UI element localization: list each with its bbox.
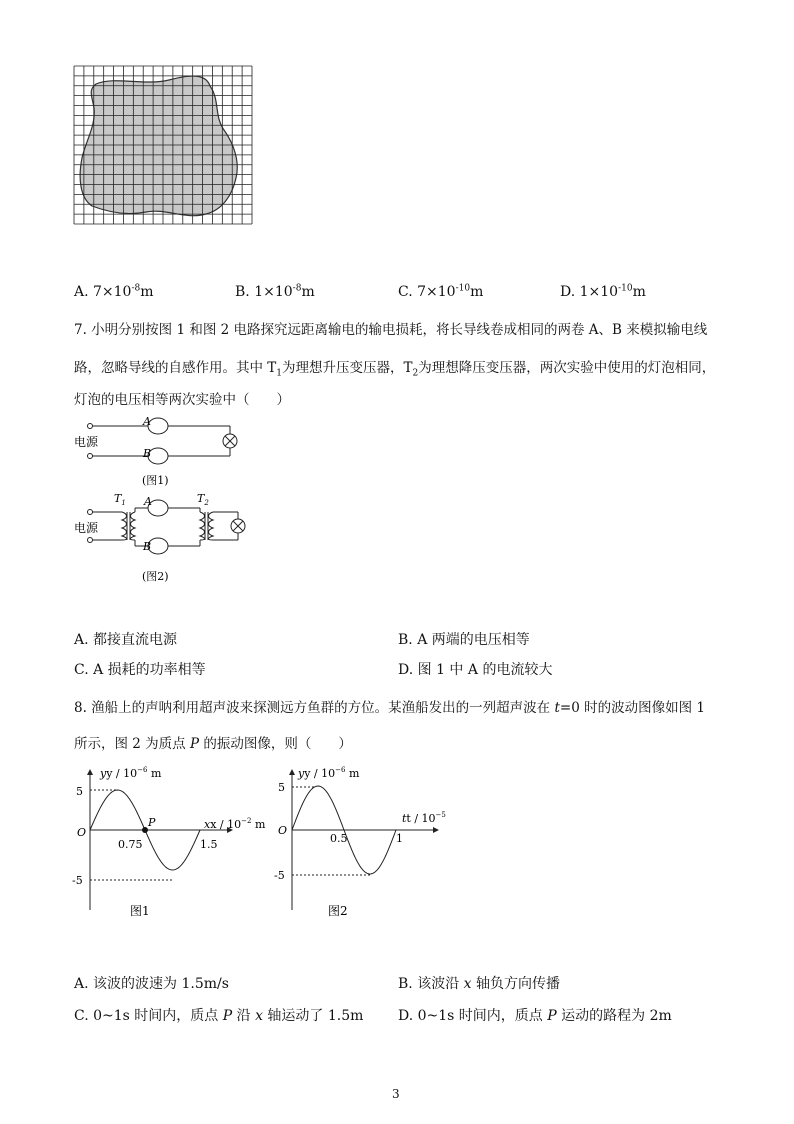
svg-text:A: A: [143, 415, 151, 428]
fig2-caption: (图2): [142, 570, 169, 583]
svg-text:0.5: 0.5: [330, 832, 348, 845]
svg-text:-5: -5: [274, 869, 285, 882]
fig1-caption: 图1: [130, 904, 150, 918]
q7-option-a: A. 都接直流电源: [74, 632, 178, 648]
q8-option-c: C. 0~1s 时间内，质点 P 沿 x 轴运动了 1.5m: [74, 1008, 364, 1024]
svg-text:O: O: [278, 824, 288, 837]
svg-text:yy / 10−6 m: yy / $10^{-6}$ m: [100, 766, 162, 780]
fig1-caption: (图1): [142, 474, 169, 487]
svg-text:1: 1: [396, 832, 403, 845]
q7-circuit-figure-2: [70, 490, 260, 585]
q7-stem-line1: 7. 小明分别按图 1 和图 2 电路探究远距离输电的输电损耗，将长导线卷成相同的两卷 A、B 来模拟输电线: [74, 322, 708, 338]
svg-text:T1: $T_1$: [114, 492, 126, 507]
svg-text:0.75: 0.75: [118, 838, 143, 851]
svg-text:5: 5: [278, 781, 285, 794]
q8-option-d: D. 0~1s 时间内，质点 P 运动的路程为 2m: [398, 1008, 672, 1024]
q6-option-d: D. $1\times 10^{-10}m$: [560, 283, 646, 300]
svg-text:1.5: 1.5: [200, 838, 218, 851]
q7-stem-line3: 灯泡的电压相等两次实验中（ ）: [74, 392, 290, 408]
q8-option-b: B. 该波沿 x 轴负方向传播: [398, 976, 560, 992]
q7-option-b: B. A 两端的电压相等: [398, 632, 530, 648]
fig2-source-label: 电源: [74, 521, 99, 535]
q7-option-d: D. 图 1 中 A 的电流较大: [398, 662, 553, 678]
svg-text:T2: $T_2$: [197, 492, 209, 507]
svg-text:tt / 10−5: tt / $10^{-5}$: [402, 811, 446, 825]
svg-text:xx / 10−2 m: xx / $10^{-2}$ m: [204, 817, 266, 831]
q6-option-a: A. $7\times 10^{-8}m$: [74, 283, 154, 300]
svg-text:5: 5: [76, 785, 83, 798]
q8-vibration-graph: [270, 762, 470, 922]
q7-circuit-figure-1: [70, 412, 250, 492]
fig1-source-label: 电源: [74, 435, 99, 449]
q8-stem-line2: 所示，图 2 为质点 P 的振动图像，则（ ）: [74, 736, 352, 752]
svg-text:B: B: [143, 540, 152, 553]
q6-option-c: C. $7\times 10^{-10}m$: [398, 283, 484, 300]
svg-text:B: B: [143, 447, 152, 460]
svg-text:A: A: [144, 495, 152, 508]
q7-option-c: C. A 损耗的功率相等: [74, 662, 206, 678]
svg-text:-5: -5: [72, 874, 83, 887]
svg-text:P: P: [148, 816, 156, 829]
fig2-caption: 图2: [328, 904, 348, 918]
page-number: 3: [392, 1087, 400, 1101]
coil-a: [148, 418, 168, 434]
q8-stem-line1: 8. 渔船上的声呐利用超声波来探测远方鱼群的方位。某渔船发出的一列超声波在 t=0 时的波动图像如图 1: [74, 700, 705, 716]
q7-stem-line2: 路，忽略导线的自感作用。其中 $T_1$为理想升压变压器，$T_2$为理想降压变压器，两次实验中使用的灯泡相同，: [74, 360, 716, 379]
q8-wave-graph: [72, 762, 272, 922]
grid-blob-figure: [74, 66, 252, 224]
q8-option-a: A. 该波的波速为 1.5m/s: [74, 976, 229, 992]
svg-text:O: O: [77, 826, 87, 839]
svg-text:yy / 10−6 m: yy / $10^{-6}$ m: [298, 766, 360, 780]
q6-option-b: B. $1\times 10^{-8}m$: [235, 283, 315, 300]
